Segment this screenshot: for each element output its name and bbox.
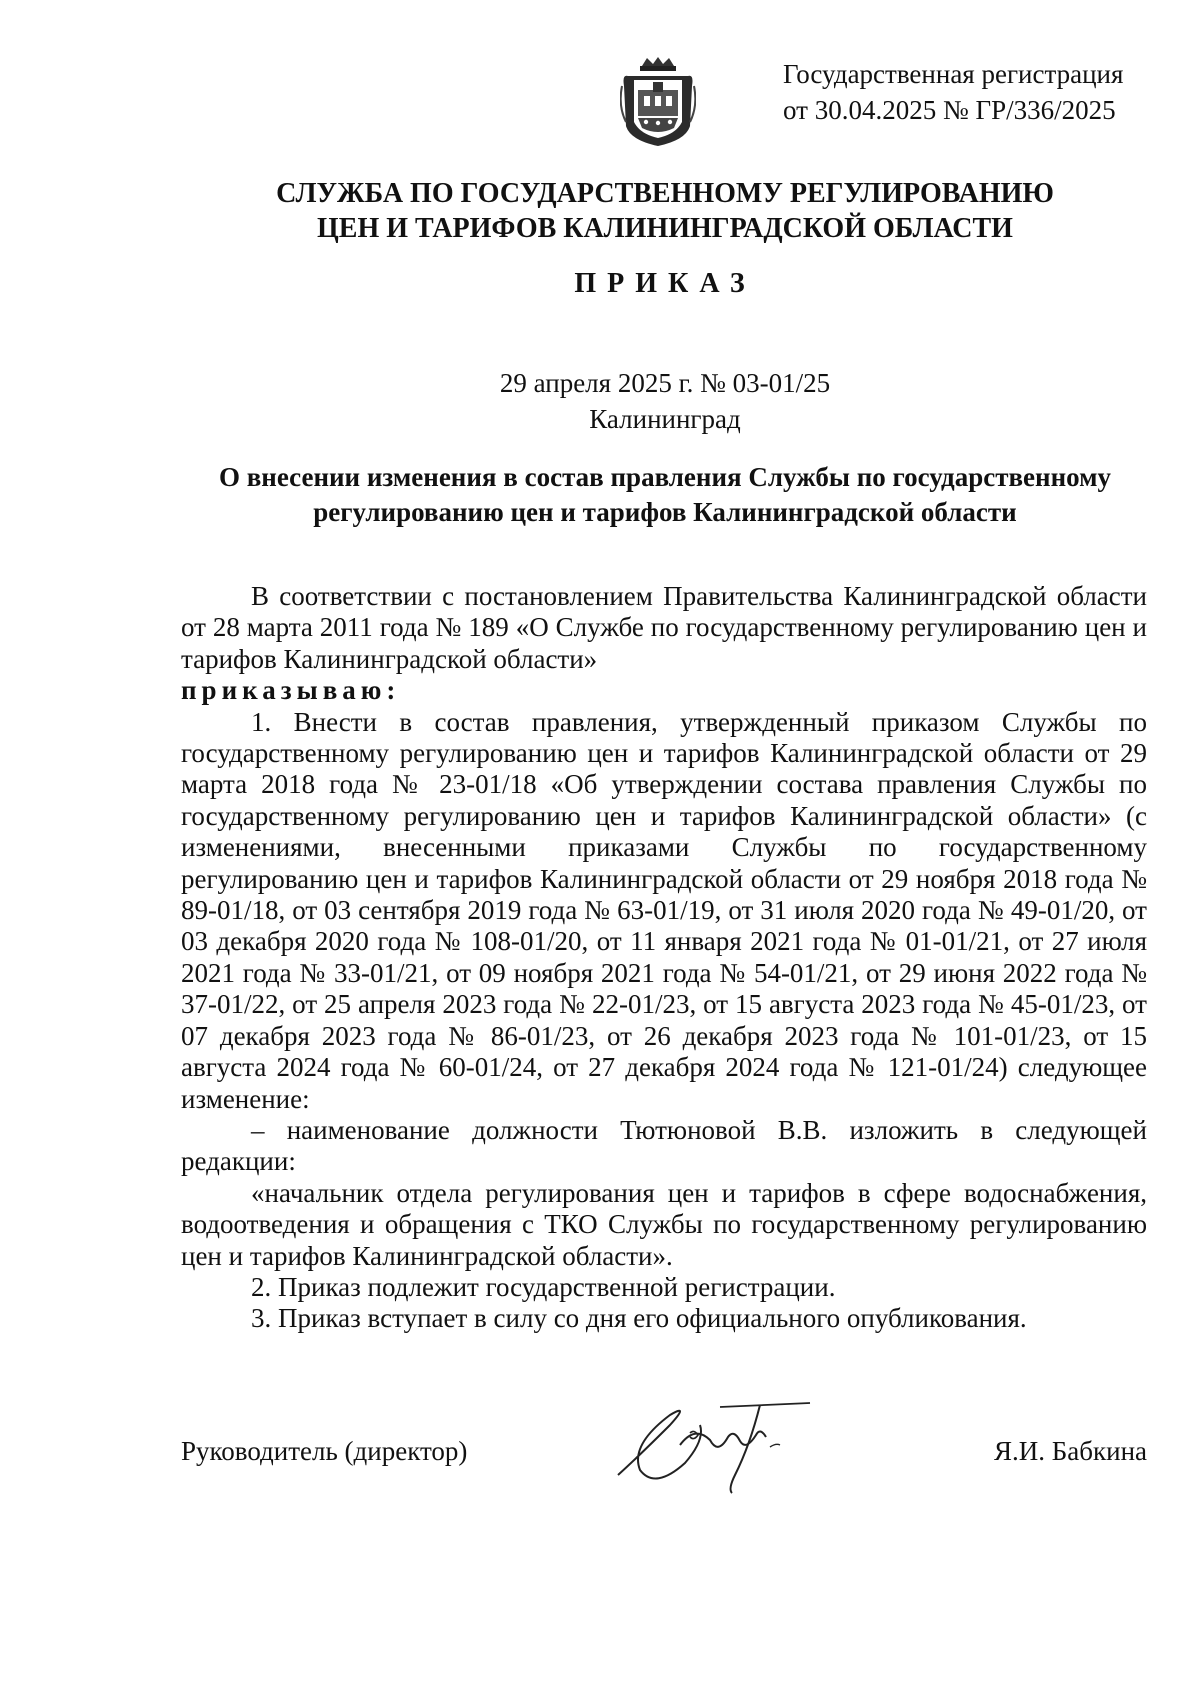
signature-block [181,1424,1147,1484]
order-word: приказываю: [181,675,401,706]
item-3-paragraph: 3. Приказ вступает в силу со дня его официального опубликования. [251,1303,1027,1334]
registration-line-2: от 30.04.2025 № ГР/336/2025 [783,95,1116,125]
registration-stamp [783,56,1173,128]
order-date-number: 29 апреля 2025 г. № 03-01/25 [499,368,831,398]
registration-line-1: Государственная регистрация [783,59,1124,89]
order-subject-line-1: О внесении изменения в состав правления Службы по государственному [218,462,1112,492]
organization-name-line-1: СЛУЖБА ПО ГОСУДАРСТВЕННОМУ РЕГУЛИРОВАНИЮ [276,178,1054,209]
date-and-place [0,365,1200,437]
organization-name [0,176,1200,246]
signer-name: Я.И. Бабкина [994,1436,1147,1466]
order-body [181,581,1147,1335]
item-1-paragraph: 1. Внести в состав правления, утвержденный приказом Службы по государственному регулированию цен и тарифов Калининградской области от 29 марта 2018 года № 23-01/18 «Об утверждении состава правления Службы по государственному регулированию цен и тарифов Калининградской области» (с изменениями, внесенными приказами Службы по государственному регулированию цен и тарифов Калининградской области от 29 ноября 2018 года № 89-01/18, от 03 сентября 2019 года № 63-01/19, от 31 июля 2020 года № 49-01/20, от 03 декабря 2020 года № 108-01/20, от 11 января 2021 года № 01-01/21, от 27 июля 2021 года № 33-01/21, от 09 ноября 2021 года № 54-01/21, от 29 июня 2022 года № 37-01/22, от 25 апреля 2023 года № 22-01/23, от 15 августа 2023 года № 45-01/23, от 07 декабря 2023 года № 86-01/23, от 26 декабря 2023 года № 101-01/23, от 15 августа 2024 года № 60-01/24, от 27 декабря 2024 года № 121-01/24) следующее изменение: [181,706,1147,1114]
order-word-paragraph [181,675,1147,706]
item-1-change-paragraph: – наименование должности Тютюновой В.В. изложить в следующей редакции: [181,1114,1147,1177]
order-place: Калининград [589,404,741,434]
signer-position: Руководитель (директор) [181,1436,468,1466]
coat-of-arms-icon [620,56,696,148]
organization-name-line-2: ЦЕН И ТАРИФОВ КАЛИНИНГРАДСКОЙ ОБЛАСТИ [317,213,1013,244]
item-2-paragraph: 2. Приказ подлежит государственной регистрации. [251,1271,836,1302]
item-1-new-title-paragraph: «начальник отдела регулирования цен и тарифов в сфере водоснабжения, водоотведения и обращения с ТКО Службы по государственному регулированию цен и тарифов Калининградской области». [181,1177,1147,1271]
order-subject-line-2: регулированию цен и тарифов Калининградской области [313,497,1017,527]
document-type: ПРИКАЗ [574,268,756,299]
preamble-paragraph: В соответствии с постановлением Правительства Калининградской области от 28 марта 2011 года № 189 «О Службе по государственному регулированию цен и тарифов Калининградской области» [181,581,1147,674]
order-subject [190,460,1140,530]
